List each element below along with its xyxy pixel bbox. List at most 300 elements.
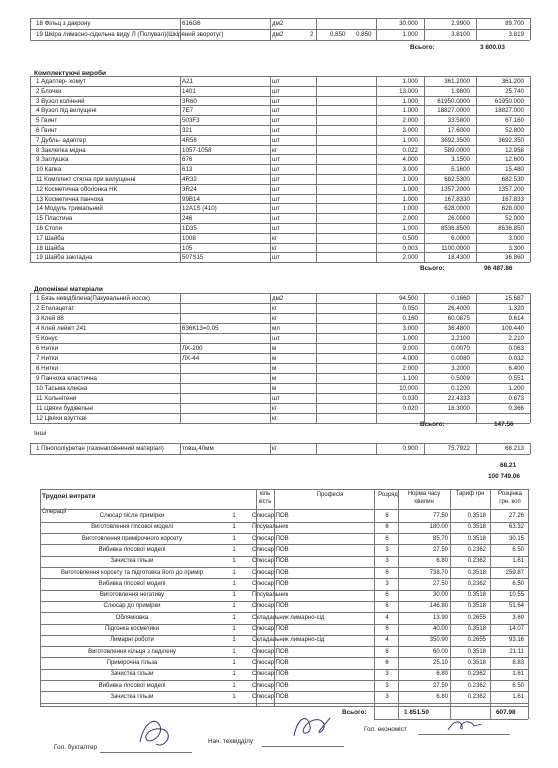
other-column-line	[476, 443, 477, 454]
component-name: 14 Модуль тримальний	[36, 205, 103, 213]
signature-label-economist: Гол. економіст	[364, 726, 407, 733]
component-price: 61950.0000	[437, 97, 470, 105]
labour-sum: 259.87	[505, 569, 524, 576]
component-sum: 67.160	[505, 117, 524, 125]
aux-unit: кг	[272, 405, 277, 412]
component-sum: 12.600	[505, 156, 524, 164]
aux-sum: 0.366	[508, 405, 524, 412]
component-sum: 61950.000	[494, 97, 524, 105]
component-code: 3R60	[182, 97, 197, 105]
aux-total-value: 147.56	[494, 421, 514, 428]
component-price: 17.6000	[447, 127, 470, 134]
top-extra3: 0.850	[356, 31, 372, 38]
aux-column-line	[316, 293, 317, 423]
labour-row	[40, 601, 528, 612]
labour-tariff: 0.2655	[467, 614, 486, 621]
aux-price: 0.1200	[451, 385, 470, 392]
labour-count: 1	[232, 648, 236, 655]
labour-header-rank: Розряд	[378, 492, 398, 498]
labour-row	[40, 522, 528, 533]
aux-name: 3 Клей 88	[36, 315, 64, 322]
component-code: A21	[182, 78, 194, 85]
top-extra2: 0.850	[330, 31, 346, 38]
component-unit: шт	[272, 87, 280, 95]
labour-rank: 3	[385, 693, 389, 700]
aux-unit: м	[272, 375, 277, 382]
labour-count: 1	[232, 535, 236, 542]
aux-column-line	[180, 293, 181, 423]
other-sum: 68.213	[505, 445, 524, 452]
component-unit: кг	[272, 244, 277, 252]
labour-vline-4	[398, 489, 399, 719]
component-sum: 682.530	[501, 176, 524, 183]
labour-prof: Слюсар ПОВ	[252, 569, 289, 576]
component-code: 321	[182, 127, 193, 134]
component-qty: 1.000	[402, 97, 418, 105]
labour-operations-label: Операції	[42, 509, 67, 515]
components-title: Комплектуючі вироби	[34, 70, 107, 77]
labour-row	[40, 568, 528, 579]
component-price: 1357.2000	[440, 185, 470, 193]
aux-sum: 6.400	[508, 365, 524, 372]
labour-count: 1	[232, 569, 236, 576]
labour-norm: 146.80	[429, 603, 448, 610]
other-qty: 0.900	[402, 445, 418, 452]
labour-total-sum: 607.98	[496, 709, 516, 716]
other-total-value: 68.21	[500, 462, 516, 469]
component-code: 676	[182, 156, 193, 164]
aux-unit: мл	[272, 325, 280, 332]
other-unit: кг	[272, 445, 277, 452]
aux-column-line	[476, 293, 477, 423]
labour-tariff: 0.2362	[467, 693, 486, 700]
labour-sum: 8.83	[512, 659, 524, 666]
labour-prof: Слюсар ПОВ	[252, 546, 289, 553]
labour-count: 1	[232, 546, 236, 553]
component-price: 8536.8500	[440, 225, 470, 232]
labour-row	[40, 647, 528, 658]
labour-name: Примірочна гільза	[106, 659, 158, 666]
other-column-line	[30, 443, 31, 454]
labour-total-norm: 1 851.50	[404, 709, 429, 716]
other-price: 75.7922	[447, 445, 470, 452]
aux-name: 6 Нитки	[36, 345, 59, 352]
top-column-line	[30, 18, 31, 40]
component-qty: 1.000	[402, 185, 418, 193]
component-unit: шт	[272, 107, 280, 115]
labour-count: 1	[232, 524, 236, 531]
component-qty: 1.000	[402, 225, 418, 232]
other-row-divider	[30, 454, 530, 455]
labour-name: Вибивка гіпсової моделі	[98, 580, 166, 587]
labour-norm: 60.00	[432, 648, 448, 655]
component-column-line	[424, 76, 425, 262]
component-qty: 3.000	[402, 127, 418, 134]
top-unit: дм2	[272, 31, 284, 38]
aux-sum: 0.032	[508, 355, 524, 362]
other-title: Інші	[34, 430, 47, 437]
component-price: 167.8330	[444, 195, 470, 203]
component-sum: 52.000	[505, 215, 524, 223]
component-code: 3R24	[182, 185, 197, 193]
component-qty: 0.003	[402, 244, 418, 252]
component-qty: 2.000	[402, 117, 418, 125]
labour-sum: 1.61	[512, 558, 524, 565]
labour-row	[40, 590, 528, 601]
top-row	[30, 29, 530, 40]
aux-qty: 4.000	[402, 355, 418, 362]
component-sum: 12.958	[505, 146, 524, 154]
labour-prof: Слюсар ПОВ	[252, 659, 289, 666]
labour-row	[40, 669, 528, 680]
component-code: 99B14	[182, 195, 200, 203]
aux-unit: кг	[272, 415, 277, 422]
component-name: 11 Комплект стягна при вилущенні	[36, 176, 136, 183]
component-price: 628.0000	[444, 205, 470, 213]
labour-vline-5	[450, 489, 451, 719]
labour-norm: 180.00	[429, 524, 448, 531]
aux-price: 0.0070	[451, 345, 470, 352]
top-column-line	[270, 18, 271, 40]
signature-accountant	[134, 712, 174, 752]
labour-norm: 27.50	[432, 546, 448, 553]
top-row	[30, 18, 530, 29]
aux-sum: 9.614	[508, 315, 524, 322]
top-qty: 30.000	[399, 20, 418, 27]
labour-name: Вибивка гіпсової моделі	[98, 682, 166, 689]
labour-norm: 40.00	[432, 626, 448, 632]
component-sum: 52.800	[505, 127, 524, 134]
component-code: 1008	[182, 234, 196, 242]
labour-count: 1	[232, 513, 236, 519]
component-name: 8 Заклепка мідна	[36, 146, 86, 154]
labour-rank: 3	[385, 671, 389, 678]
top-sum: 3.819	[508, 31, 524, 38]
labour-vline-0	[40, 489, 41, 706]
labour-prof: Слюсар ПОВ	[252, 535, 289, 542]
aux-sum: 0.551	[508, 375, 524, 382]
labour-tariff: 0.3518	[467, 603, 486, 610]
signature-line-technologist	[262, 746, 344, 747]
aux-unit: шт	[272, 335, 280, 342]
labour-tariff: 0.3518	[467, 569, 486, 576]
component-code: 1401	[182, 87, 196, 95]
top-unit: дм2	[272, 20, 284, 27]
aux-price: 3.2000	[451, 365, 470, 372]
labour-count: 1	[232, 580, 236, 587]
component-qty: 1.000	[402, 136, 418, 144]
other-code: товщ.40мм	[182, 445, 214, 452]
labour-name: Підгонка косметики	[105, 626, 159, 632]
component-row-divider	[30, 262, 530, 263]
component-price: 5.1600	[451, 166, 470, 174]
aux-unit: м	[272, 385, 277, 392]
component-price: 1100.0000	[441, 244, 470, 252]
component-column-line	[270, 76, 271, 262]
labour-tariff: 0.3518	[467, 659, 486, 666]
labour-norm: 30.00	[432, 592, 448, 599]
component-unit: шт	[272, 254, 280, 262]
labour-count: 1	[232, 558, 236, 565]
labour-sum: 93.16	[508, 637, 524, 644]
component-sum: 1357.200	[498, 185, 524, 193]
top-price: 2.9900	[451, 20, 470, 27]
component-price: 6.0000	[451, 234, 470, 242]
component-column-line	[376, 76, 377, 262]
component-qty: 4.000	[402, 156, 418, 164]
component-unit: шт	[272, 127, 280, 134]
labour-count: 1	[232, 637, 236, 644]
labour-total-label: Всього:	[342, 709, 367, 716]
labour-row-divider	[40, 703, 528, 704]
labour-rank: 3	[385, 682, 389, 689]
top-price: 3.8100	[451, 31, 470, 38]
labour-tariff: 0.2362	[467, 558, 486, 565]
labour-row	[40, 681, 528, 692]
labour-count: 1	[232, 659, 236, 666]
component-unit: шт	[272, 185, 280, 193]
aux-price: 0.5009	[451, 375, 470, 382]
component-column-line	[476, 76, 477, 262]
aux-name: 12 Цвяхи взуттєві	[36, 415, 87, 422]
component-price: 18.4300	[447, 254, 470, 262]
labour-header-divider	[40, 509, 528, 510]
top-code: 616G6	[182, 20, 201, 27]
aux-unit: м	[272, 365, 277, 372]
aux-name: 1 Бязь невідбілена(Пакувальний носок)	[36, 295, 150, 302]
aux-qty: 0.050	[402, 305, 418, 312]
labour-rank: 6	[385, 524, 389, 531]
labour-tariff: 0.3518	[467, 513, 486, 519]
labour-row	[40, 635, 528, 646]
aux-name: 4 Клей лейкіт 241	[36, 325, 87, 332]
labour-header-profession: Професія	[316, 492, 344, 498]
components-total-value: 96 487.86	[484, 265, 513, 272]
component-unit: шт	[272, 78, 280, 85]
aux-qty: 2.000	[402, 365, 418, 372]
labour-sum: 1.61	[512, 693, 524, 700]
labour-name: Обляміовка	[115, 614, 149, 621]
aux-unit: м	[272, 345, 277, 352]
labour-tariff: 0.2362	[467, 580, 486, 587]
labour-vline-2	[274, 489, 275, 706]
component-unit: шт	[272, 97, 280, 105]
labour-row	[40, 579, 528, 590]
component-name: 5 Гвинт	[36, 117, 58, 125]
labour-header-count: кіль кість	[258, 491, 272, 505]
components-total-label: Всього:	[420, 265, 445, 272]
labour-prof: Слюсар ПОВ	[252, 513, 289, 519]
component-sum: 3.300	[508, 244, 524, 252]
labour-sum: 14.07	[508, 626, 524, 632]
aux-sum: 109.440	[501, 325, 524, 332]
aux-qty: 10.000	[399, 385, 418, 392]
aux-sum: 15.687	[505, 295, 524, 302]
component-sum: 25.740	[505, 87, 524, 95]
labour-norm: 350.90	[429, 637, 448, 644]
component-code: 503F3	[182, 117, 200, 125]
top-column-line	[180, 18, 181, 40]
component-code: 246	[182, 215, 193, 223]
component-name: 16 Стопи	[36, 225, 63, 232]
labour-norm: 6.80	[436, 671, 448, 678]
component-column-line	[30, 76, 31, 262]
aux-unit: кг	[272, 305, 277, 312]
labour-rank: 6	[385, 569, 389, 576]
labour-row	[40, 692, 528, 703]
component-qty: 1.000	[402, 205, 418, 213]
component-name: 6 Гвинт	[36, 127, 58, 134]
aux-qty: 1.000	[402, 335, 418, 342]
labour-header-norm: Норма часу хвилин	[407, 491, 441, 505]
component-code: 1057-1058	[182, 146, 212, 154]
labour-name: Зачистка гільзи	[110, 558, 154, 565]
component-code: 613	[182, 166, 193, 174]
labour-rank: 6	[385, 659, 389, 666]
component-qty: 1.000	[402, 176, 418, 183]
component-name: 13 Косметична панчоха	[36, 195, 104, 203]
labour-vline-7	[528, 489, 529, 719]
labour-row	[40, 534, 528, 545]
aux-column-line	[270, 293, 271, 423]
aux-unit: кг	[272, 315, 277, 322]
component-qty: 1.000	[402, 78, 418, 85]
component-sum: 8536.850	[498, 225, 524, 232]
component-unit: шт	[272, 176, 280, 183]
other-column-line	[424, 443, 425, 454]
labour-tariff: 0.2655	[467, 637, 486, 644]
aux-qty: 0.020	[402, 405, 418, 412]
labour-prof: Гіпсувальник	[252, 524, 289, 531]
signature-label-accountant: Гол. бухгалтер	[54, 744, 98, 751]
signature-label-technologist: Нач. техвідділу	[208, 738, 253, 745]
labour-norm: 27.50	[432, 580, 448, 587]
component-price: 1.9800	[451, 87, 470, 95]
labour-tariff: 0.3518	[467, 535, 486, 542]
other-top-line	[30, 443, 530, 444]
aux-total-label: Всього:	[420, 421, 445, 428]
aux-code: ЛХ-200	[182, 345, 203, 352]
labour-header-sum: Розцінка грн. коп	[498, 491, 522, 505]
component-unit: шт	[272, 225, 280, 232]
component-code: 1D35	[182, 225, 197, 232]
aux-code: ЛХ-44	[182, 355, 200, 362]
labour-name: Виготовлення корсету та підготовка його до примір	[60, 569, 204, 576]
aux-price: 22.4333	[447, 395, 470, 402]
top-name: 19 Шкіра лимасно-сідельна виду Л (Полувал)(Шкіряний зворотуг)	[36, 31, 224, 38]
labour-name: Лимарні роботи	[110, 637, 154, 644]
top-column-line	[530, 18, 531, 40]
aux-unit: шт	[272, 395, 280, 402]
labour-vline-3	[374, 489, 375, 719]
labour-rank: 4	[385, 614, 389, 621]
labour-name: Виготовлення примірочного корсету	[81, 535, 183, 542]
aux-column-line	[30, 293, 31, 423]
top-column-line	[424, 18, 425, 40]
labour-sum: 21.11	[509, 648, 524, 655]
labour-norm: 6.80	[436, 558, 448, 565]
labour-tariff: 0.3518	[467, 626, 486, 632]
component-qty: 0.500	[402, 234, 418, 242]
top-name: 18 Фільц з дакрону	[36, 20, 91, 27]
component-qty: 13.000	[399, 87, 418, 95]
component-code: 105	[182, 244, 193, 252]
aux-qty: 1.100	[402, 375, 418, 382]
component-qty: 2.000	[402, 215, 418, 223]
component-code: 7E7	[182, 107, 194, 115]
labour-tariff: 0.2362	[467, 546, 486, 553]
component-qty: 1.000	[402, 195, 418, 203]
component-sum: 3.000	[508, 234, 524, 242]
component-price: 3.1500	[451, 156, 470, 164]
aux-price: 0.0080	[451, 355, 470, 362]
aux-code: 636К13=0.05	[182, 325, 219, 332]
grand-total-value: 100 749.06	[488, 473, 520, 480]
labour-prof: Складальник лимарно-сід	[252, 614, 325, 621]
aux-name: 2 Етилацетат	[36, 305, 75, 312]
aux-column-line	[376, 293, 377, 423]
labour-vline-6	[490, 489, 491, 719]
signature-economist	[446, 716, 486, 736]
aux-price: 26.4000	[447, 305, 470, 312]
labour-name: Вибивка гіпсової моделі	[98, 546, 166, 553]
labour-norm: 738.70	[429, 569, 448, 576]
labour-name: Виготовлення негативу	[99, 592, 165, 599]
signature-technologist	[290, 710, 334, 744]
component-unit: кг	[272, 146, 277, 154]
labour-rank: 6	[385, 626, 389, 632]
labour-count: 1	[232, 603, 236, 610]
labour-sum: 27.26	[508, 513, 524, 519]
labour-sum: 1.61	[512, 671, 524, 678]
component-sum: 18827.000	[494, 107, 524, 115]
labour-prof: Слюсар ПОВ	[252, 671, 289, 678]
labour-tariff: 0.3518	[467, 592, 486, 599]
aux-price: 0.1660	[451, 295, 470, 302]
component-qty: 3.000	[402, 166, 418, 174]
labour-prof: Слюсар ПОВ	[252, 626, 289, 632]
other-name: 1 Пінополіуретан (газонаповнений матеріал)	[36, 445, 164, 452]
labour-rank: 4	[385, 637, 389, 644]
component-unit: шт	[272, 166, 280, 174]
component-sum: 628.000	[501, 205, 524, 213]
labour-rank: 3	[385, 580, 389, 587]
labour-row	[40, 511, 528, 522]
labour-sum: 6.50	[512, 580, 524, 587]
labour-sum: 10.55	[508, 592, 524, 599]
labour-tariff: 0.3518	[467, 648, 486, 655]
other-column-line	[376, 443, 377, 454]
component-sum: 3692.350	[498, 136, 524, 144]
labour-sum: 30.15	[508, 535, 524, 542]
component-unit: шт	[272, 117, 280, 125]
top-total-label: Всього:	[410, 44, 435, 51]
component-unit: шт	[272, 195, 280, 203]
labour-count: 1	[232, 592, 236, 599]
component-qty: 2.000	[402, 254, 418, 262]
component-sum: 15.480	[505, 166, 524, 174]
aux-name: 8 Нитки	[36, 365, 59, 372]
aux-top-line	[30, 293, 530, 294]
aux-unit: м	[272, 355, 277, 362]
labour-prof: Слюсар ПОВ	[252, 580, 289, 587]
labour-row	[40, 658, 528, 669]
component-price: 26.0000	[447, 215, 470, 223]
aux-price: 36.4800	[447, 325, 470, 332]
labour-tariff: 0.2362	[467, 682, 486, 689]
labour-title: Трудові витрати	[42, 493, 96, 500]
component-name: 9 Заглушка	[36, 156, 69, 164]
